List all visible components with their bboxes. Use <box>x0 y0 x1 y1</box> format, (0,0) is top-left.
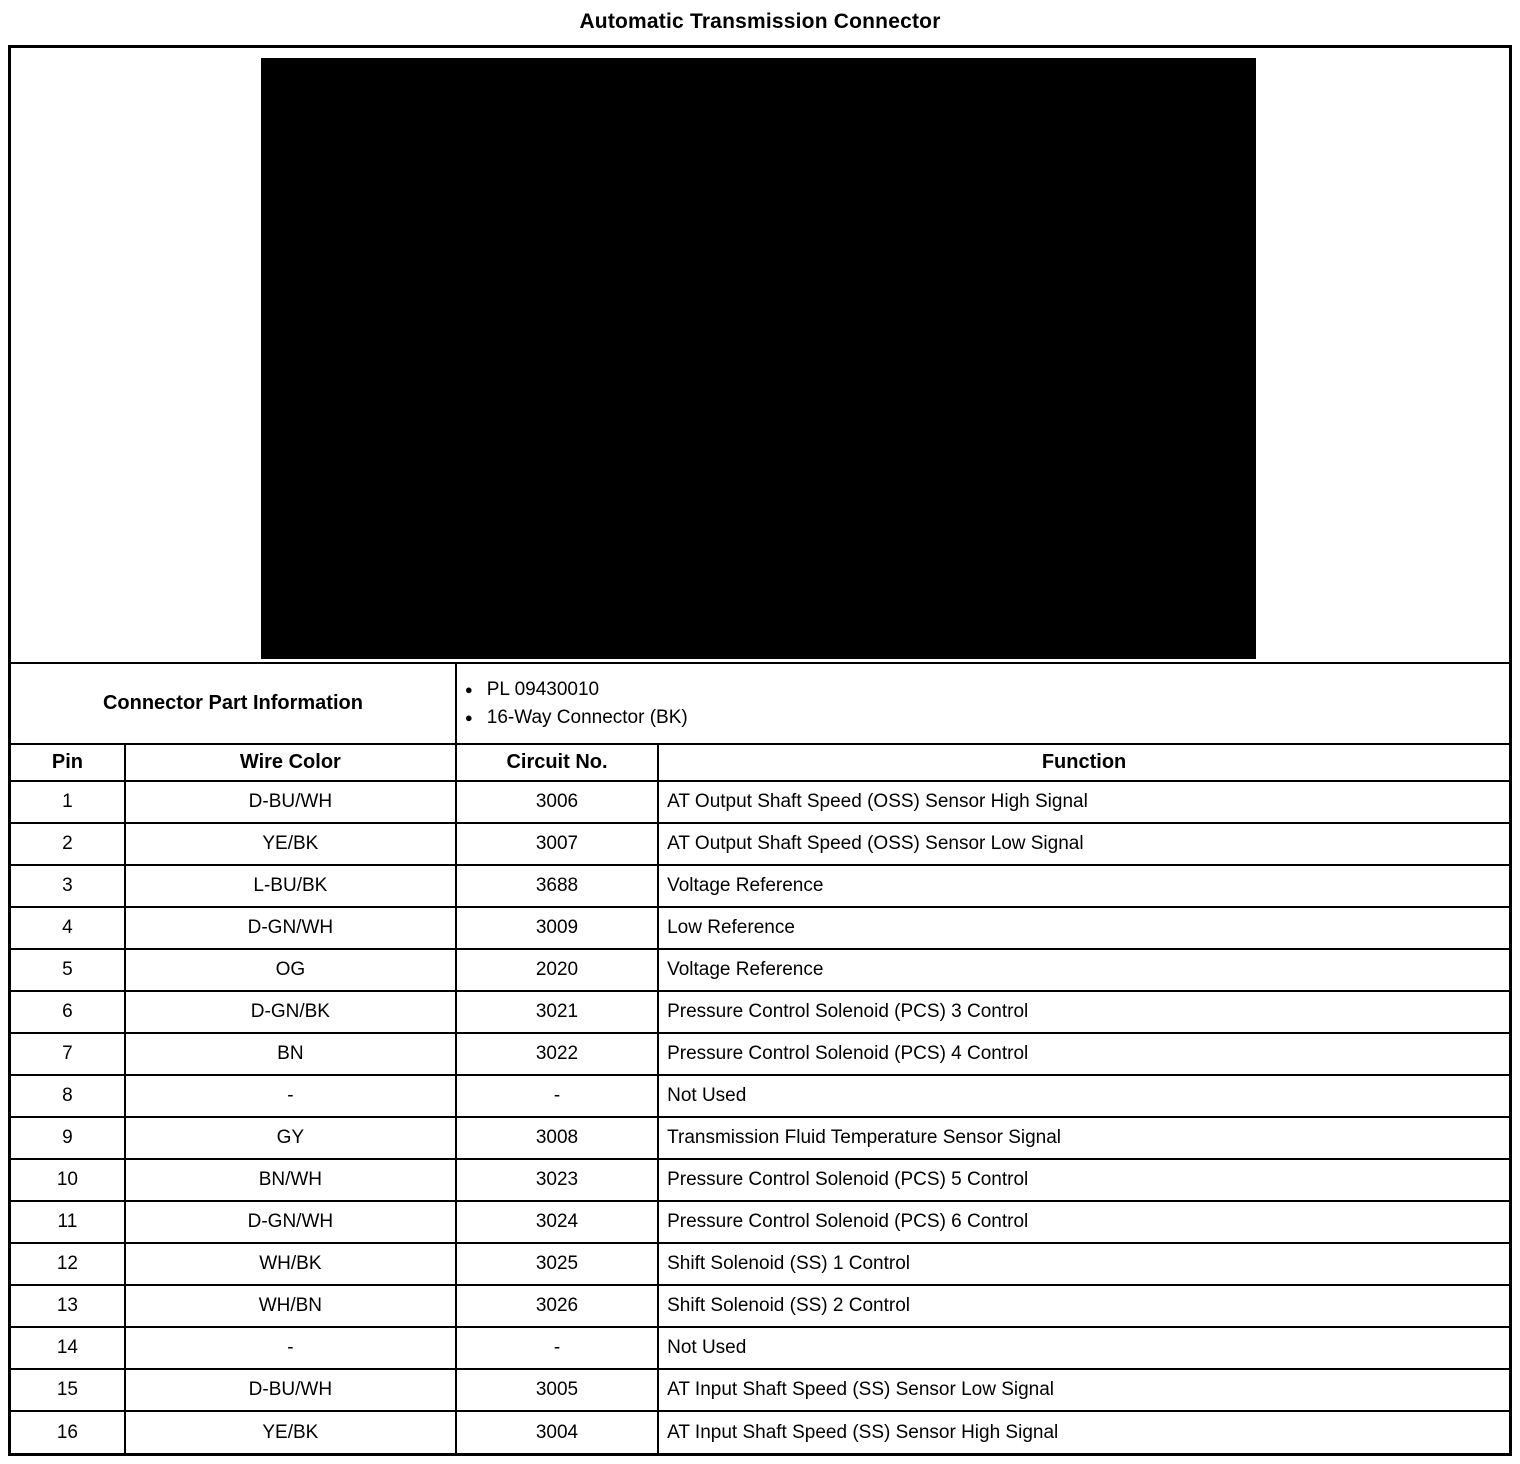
function-cell: AT Output Shaft Speed (OSS) Sensor Low Signal <box>658 823 1509 865</box>
function-cell: Low Reference <box>658 907 1509 949</box>
pin-cell: 2 <box>11 823 125 865</box>
table-header-row <box>11 744 1509 781</box>
function-cell: AT Output Shaft Speed (OSS) Sensor High Signal <box>658 781 1509 823</box>
page-title: Automatic Transmission Connector <box>579 10 941 33</box>
pin-cell: 3 <box>11 865 125 907</box>
function-cell: Transmission Fluid Temperature Sensor Signal <box>658 1117 1509 1159</box>
pin-table-body <box>11 781 1509 1453</box>
part-number-text: PL 09430010 <box>486 678 600 700</box>
pin-cell: 8 <box>11 1075 125 1117</box>
wire-color-cell: YE/BK <box>125 1411 456 1453</box>
connector-type-text: 16-Way Connector (BK) <box>486 706 688 728</box>
pin-cell: 15 <box>11 1369 125 1411</box>
table-row <box>11 1201 1509 1243</box>
connector-document-box <box>8 45 1512 1456</box>
header-wire-color: Wire Color <box>125 744 456 781</box>
circuit-no-cell: 3023 <box>456 1159 658 1201</box>
part-info-line <box>465 676 1501 704</box>
circuit-no-cell: 3021 <box>456 991 658 1033</box>
function-cell: Shift Solenoid (SS) 2 Control <box>658 1285 1509 1327</box>
function-cell: AT Input Shaft Speed (SS) Sensor Low Signal <box>658 1369 1509 1411</box>
wire-color-cell: BN/WH <box>125 1159 456 1201</box>
wire-color-cell: D-BU/WH <box>125 1369 456 1411</box>
pin-cell: 16 <box>11 1411 125 1453</box>
wire-color-cell: WH/BK <box>125 1243 456 1285</box>
pin-cell: 14 <box>11 1327 125 1369</box>
pin-cell: 12 <box>11 1243 125 1285</box>
circuit-no-cell: 3026 <box>456 1285 658 1327</box>
table-row <box>11 991 1509 1033</box>
bullet-icon: ● <box>464 682 473 697</box>
table-row <box>11 823 1509 865</box>
circuit-no-cell: 3007 <box>456 823 658 865</box>
circuit-no-cell: 3025 <box>456 1243 658 1285</box>
function-cell: Pressure Control Solenoid (PCS) 5 Control <box>658 1159 1509 1201</box>
connector-part-info-label: Connector Part Information <box>11 664 456 744</box>
wire-color-cell: - <box>125 1327 456 1369</box>
pin-cell: 13 <box>11 1285 125 1327</box>
pin-cell: 5 <box>11 949 125 991</box>
circuit-no-cell: - <box>456 1327 658 1369</box>
pin-cell: 9 <box>11 1117 125 1159</box>
function-cell: Pressure Control Solenoid (PCS) 6 Control <box>658 1201 1509 1243</box>
connector-part-info-details <box>456 664 1509 744</box>
pin-cell: 4 <box>11 907 125 949</box>
wire-color-cell: D-GN/WH <box>125 907 456 949</box>
bullet-icon: ● <box>464 710 473 725</box>
pin-cell: 6 <box>11 991 125 1033</box>
wire-color-cell: GY <box>125 1117 456 1159</box>
function-cell: AT Input Shaft Speed (SS) Sensor High Signal <box>658 1411 1509 1453</box>
wire-color-cell: D-GN/BK <box>125 991 456 1033</box>
table-row <box>11 1117 1509 1159</box>
wire-color-cell: D-GN/WH <box>125 1201 456 1243</box>
table-row <box>11 949 1509 991</box>
table-row <box>11 865 1509 907</box>
table-row <box>11 1327 1509 1369</box>
function-cell: Voltage Reference <box>658 949 1509 991</box>
circuit-no-cell: 3022 <box>456 1033 658 1075</box>
wire-color-cell: WH/BN <box>125 1285 456 1327</box>
pin-cell: 10 <box>11 1159 125 1201</box>
pin-cell: 7 <box>11 1033 125 1075</box>
header-pin: Pin <box>11 744 125 781</box>
header-circuit-no: Circuit No. <box>456 744 658 781</box>
wire-color-cell: - <box>125 1075 456 1117</box>
pin-cell: 11 <box>11 1201 125 1243</box>
circuit-no-cell: 3006 <box>456 781 658 823</box>
wire-color-cell: OG <box>125 949 456 991</box>
circuit-no-cell: - <box>456 1075 658 1117</box>
function-cell: Voltage Reference <box>658 865 1509 907</box>
table-row <box>11 1159 1509 1201</box>
wire-color-cell: L-BU/BK <box>125 865 456 907</box>
circuit-no-cell: 3005 <box>456 1369 658 1411</box>
table-row <box>11 907 1509 949</box>
circuit-no-cell: 3024 <box>456 1201 658 1243</box>
pin-cell: 1 <box>11 781 125 823</box>
circuit-no-cell: 3009 <box>456 907 658 949</box>
circuit-no-cell: 3004 <box>456 1411 658 1453</box>
wire-color-cell: BN <box>125 1033 456 1075</box>
table-row <box>11 1411 1509 1453</box>
function-cell: Pressure Control Solenoid (PCS) 3 Control <box>658 991 1509 1033</box>
connector-diagram-image <box>261 58 1256 659</box>
table-row <box>11 781 1509 823</box>
connector-part-info-row <box>11 664 1509 744</box>
table-row <box>11 1285 1509 1327</box>
function-cell: Not Used <box>658 1075 1509 1117</box>
function-cell: Not Used <box>658 1327 1509 1369</box>
table-row <box>11 1033 1509 1075</box>
wire-color-cell: YE/BK <box>125 823 456 865</box>
circuit-no-cell: 3688 <box>456 865 658 907</box>
part-info-line <box>465 704 1501 732</box>
function-cell: Shift Solenoid (SS) 1 Control <box>658 1243 1509 1285</box>
table-row <box>11 1243 1509 1285</box>
circuit-no-cell: 2020 <box>456 949 658 991</box>
function-cell: Pressure Control Solenoid (PCS) 4 Control <box>658 1033 1509 1075</box>
connector-image-area <box>11 48 1509 664</box>
circuit-no-cell: 3008 <box>456 1117 658 1159</box>
connector-pinout-table <box>11 664 1509 1453</box>
table-row <box>11 1075 1509 1117</box>
table-row <box>11 1369 1509 1411</box>
wire-color-cell: D-BU/WH <box>125 781 456 823</box>
header-function: Function <box>658 744 1509 781</box>
